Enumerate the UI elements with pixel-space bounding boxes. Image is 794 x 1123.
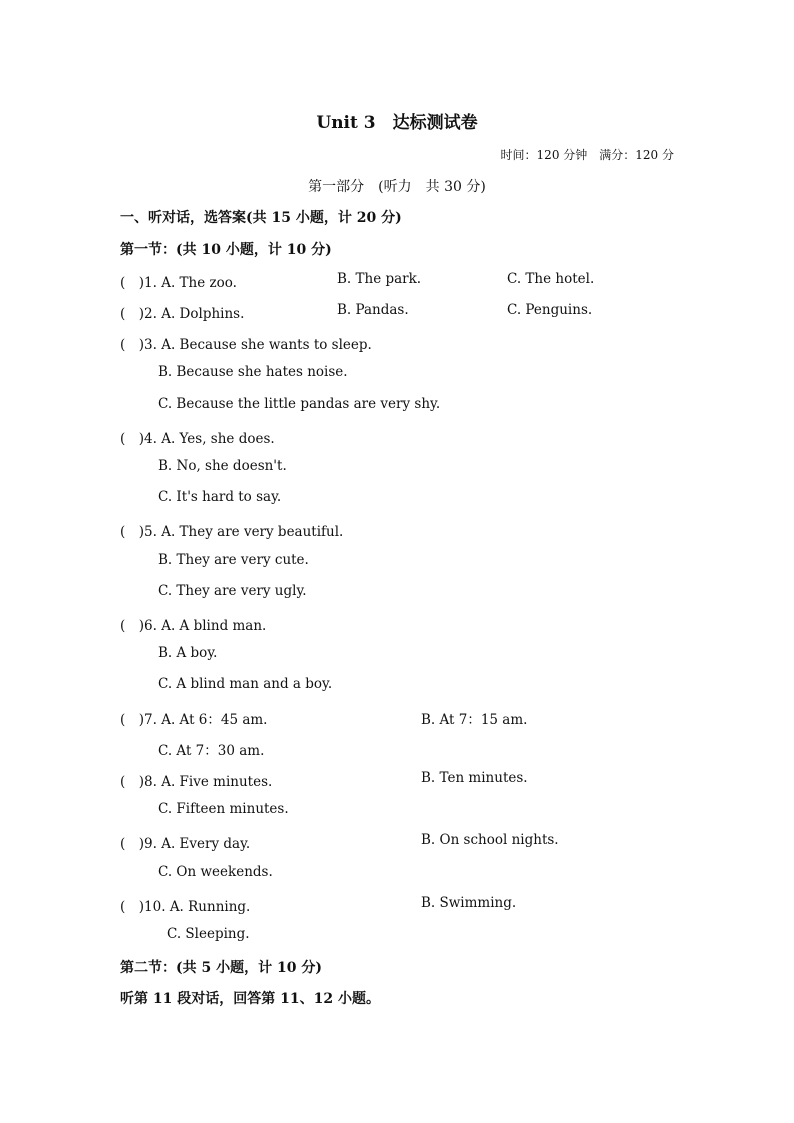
question-number: ( )8. [120,774,157,790]
question-8-a [120,770,272,790]
question-2-b: B. Pandas. [337,302,409,318]
question-1-c: C. The hotel. [507,271,595,287]
time-and-score: 时间：120 分钟 满分：120 分 [500,148,674,162]
subsection-heading-2: 第二节：(共 5 小题，计 10 分) [120,960,322,976]
option-a: A. Because she wants to sleep. [161,337,372,353]
question-number: ( )6. [120,618,157,634]
question-10-b: B. Swimming. [421,895,517,911]
listening-instruction: 听第 11 段对话，回答第 11、12 小题。 [120,991,380,1007]
question-6-b: B. A boy. [158,645,218,661]
question-number: ( )5. [120,524,157,540]
question-7-b: B. At 7：15 am. [421,712,528,728]
question-5-b: B. They are very cute. [158,552,309,568]
question-8-b: B. Ten minutes. [421,770,528,786]
question-5-c: C. They are very ugly. [158,583,307,599]
question-10-c: C. Sleeping. [167,926,250,942]
question-1-b: B. The park. [337,271,422,287]
option-a: A. Yes, she does. [161,431,275,447]
question-3-b: B. Because she hates noise. [158,364,348,380]
question-2-a [120,302,244,322]
question-number: ( )4. [120,431,157,447]
option-a: A. Every day. [161,836,251,852]
section-heading: 一、听对话，选答案(共 15 小题，计 20 分) [120,210,402,226]
question-4-b: B. No, she doesn't. [158,458,287,474]
question-10-a [120,895,250,915]
question-4-a [120,427,275,447]
option-a: A. At 6：45 am. [161,712,268,728]
subsection-heading-1: 第一节：(共 10 小题，计 10 分) [120,242,332,258]
question-8-c: C. Fifteen minutes. [158,801,289,817]
question-2-c: C. Penguins. [507,302,593,318]
question-9-b: B. On school nights. [421,832,559,848]
question-6-a [120,614,266,634]
part-heading: 第一部分 (听力 共 30 分) [308,179,486,195]
question-number: ( )1. [120,275,157,291]
option-a: A. A blind man. [161,618,267,634]
question-number: ( )10. [120,899,166,915]
question-number: ( )7. [120,712,157,728]
question-6-c: C. A blind man and a boy. [158,676,333,692]
page-title: Unit 3 达标测试卷 [316,113,478,133]
question-number: ( )2. [120,306,157,322]
option-a: A. Running. [169,899,251,915]
question-number: ( )9. [120,836,157,852]
option-a: A. They are very beautiful. [161,524,344,540]
question-9-c: C. On weekends. [158,864,273,880]
question-9-a [120,832,250,852]
question-number: ( )3. [120,337,157,353]
option-a: A. Five minutes. [161,774,273,790]
question-4-c: C. It's hard to say. [158,489,282,505]
question-3-c: C. Because the little pandas are very shy. [158,396,441,412]
question-7-c: C. At 7：30 am. [158,743,265,759]
question-3-a [120,333,372,353]
question-7-a [120,708,267,728]
option-a: A. Dolphins. [161,306,245,322]
option-a: A. The zoo. [161,275,237,291]
question-1-a [120,271,237,291]
question-5-a [120,520,343,540]
